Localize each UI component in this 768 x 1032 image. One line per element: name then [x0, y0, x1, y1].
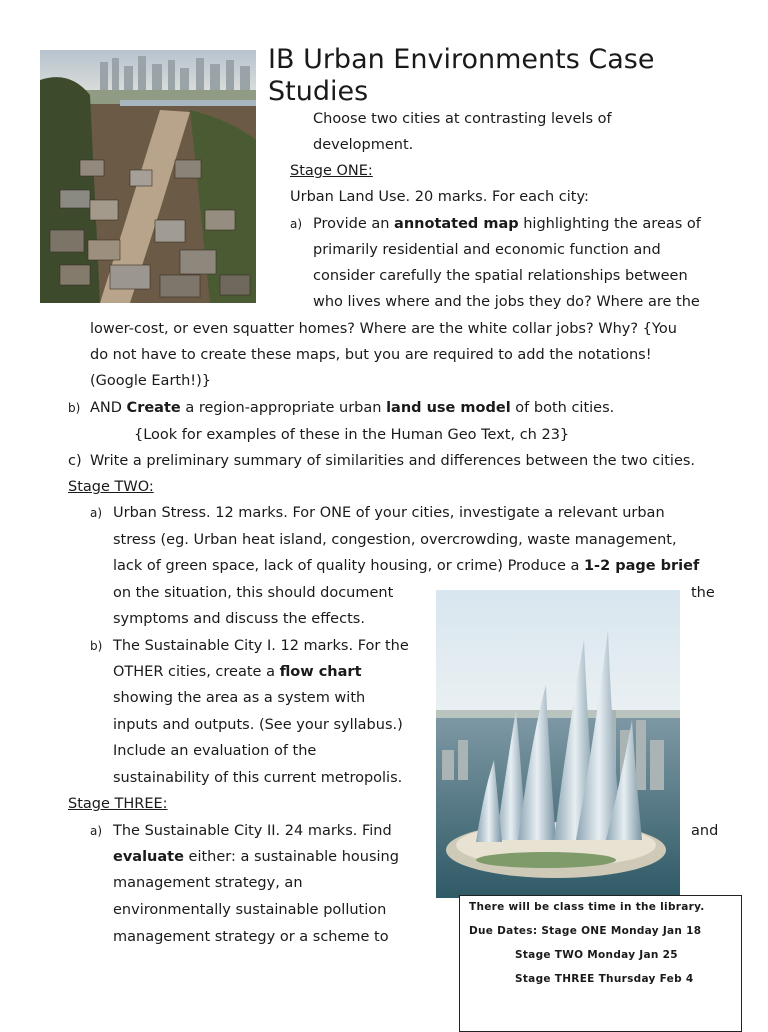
stage-two-a-line-1: Urban Stress. 12 marks. For ONE of your cities, investigate a relevant urban [113, 505, 665, 521]
slum-photo-illustration [40, 50, 256, 303]
stage-two-b-line-5: Include an evaluation of the [113, 743, 317, 759]
intro-line-1: Choose two cities at contrasting levels of [313, 111, 612, 127]
stage-two-b-line-6: sustainability of this current metropolis. [113, 770, 403, 786]
stage-two-b-line-2: OTHER cities, create a flow chart [113, 664, 362, 680]
stage-one-a-line-5: lower-cost, or even squatter homes? Where are the white collar jobs? Why? {You [90, 321, 677, 337]
due-dates-box [459, 895, 742, 1032]
stage-one-b-line-2: {Look for examples of these in the Human Geo Text, ch 23} [134, 427, 570, 443]
sustainable-towers-photo [436, 590, 680, 898]
stage-one-c-text: Write a preliminary summary of similarities and differences between the two cities. [90, 453, 696, 469]
stage-two-b-line-1: The Sustainable City I. 12 marks. For the [113, 638, 409, 654]
notice-line-3: Stage TWO Monday Jan 25 [515, 949, 678, 961]
stage-three-a-line-2: evaluate either: a sustainable housing [113, 849, 399, 865]
intro-line-2: development. [313, 137, 414, 153]
stage-two-a-line-4: on the situation, this should document [113, 585, 394, 601]
slum-photo [40, 50, 256, 303]
list-marker: a) [90, 824, 103, 838]
stage-one-subtitle: Urban Land Use. 20 marks. For each city: [290, 189, 589, 205]
stage-three-a-line-4: environmentally sustainable pollution [113, 902, 387, 918]
stage-two-a-line-5: symptoms and discuss the effects. [113, 611, 365, 627]
stage-two-b-line-4: inputs and outputs. (See your syllabus.) [113, 717, 403, 733]
notice-line-2: Due Dates: Stage ONE Monday Jan 18 [469, 925, 702, 937]
list-marker: a) [90, 506, 103, 520]
stage-one-a-line-2: primarily residential and economic function and [313, 242, 661, 258]
list-marker: a) [290, 217, 303, 231]
stage-three-a-line-5: management strategy or a scheme to [113, 929, 389, 945]
stage-three-heading: Stage THREE: [68, 796, 168, 812]
stage-two-a-line-4-tail: the [691, 585, 715, 601]
stage-one-a-line-6: do not have to create these maps, but you are required to add the notations! [90, 347, 652, 363]
stage-three-a-line-1-tail: and [691, 823, 719, 839]
stage-two-a-line-2: stress (eg. Urban heat island, congestion, overcrowding, waste management, [113, 532, 677, 548]
stage-one-a-line-3: consider carefully the spatial relationships between [313, 268, 688, 284]
title-line-2: Studies [268, 76, 369, 107]
stage-two-a-line-3: lack of green space, lack of quality housing, or crime) Produce a 1-2 page brief [113, 558, 700, 574]
stage-one-b-line-1: AND Create a region-appropriate urban land use model of both cities. [90, 400, 615, 416]
towers-illustration [436, 590, 680, 898]
notice-line-4: Stage THREE Thursday Feb 4 [515, 973, 694, 985]
list-marker: b) [68, 401, 81, 415]
list-marker: b) [90, 639, 103, 653]
stage-one-heading: Stage ONE: [290, 163, 373, 179]
stage-three-a-line-1: The Sustainable City II. 24 marks. Find [113, 823, 392, 839]
notice-line-1: There will be class time in the library. [469, 901, 705, 913]
document-title [268, 44, 654, 108]
stage-one-a-line-7: (Google Earth!)} [90, 373, 211, 389]
stage-two-heading: Stage TWO: [68, 479, 154, 495]
title-line-1: IB Urban Environments Case [268, 44, 655, 75]
stage-one-a-line-4: who lives where and the jobs they do? Where are the [313, 294, 700, 310]
stage-two-b-line-3: showing the area as a system with [113, 690, 366, 706]
list-marker: c) [68, 453, 82, 469]
stage-one-a-line-1: Provide an annotated map highlighting the areas of [313, 216, 701, 232]
stage-three-a-line-3: management strategy, an [113, 875, 303, 891]
